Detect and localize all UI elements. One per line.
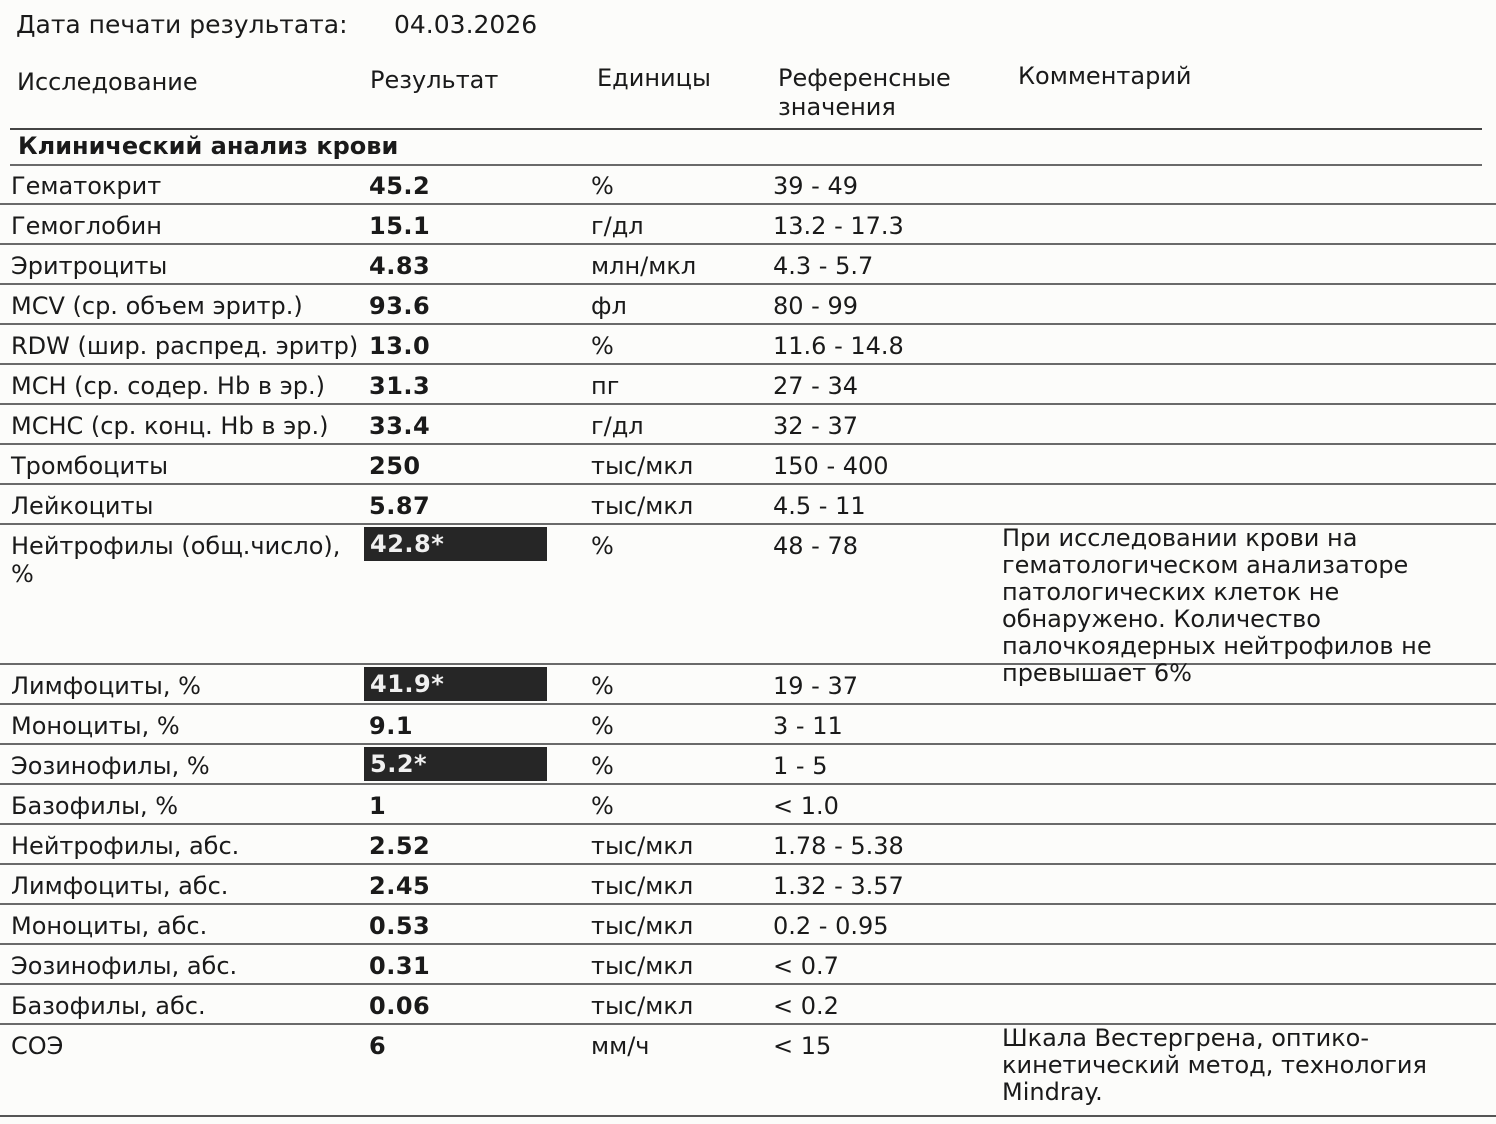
test-name: MCHC (ср. конц. Hb в эр.) <box>11 412 329 440</box>
test-result: 31.3 <box>369 372 431 400</box>
test-name: MCH (ср. содер. Hb в эр.) <box>11 372 326 400</box>
test-result: 6 <box>369 1032 387 1060</box>
test-unit: % <box>591 532 614 560</box>
column-headers <box>0 62 1496 132</box>
column-header-result: Результат <box>370 66 499 94</box>
test-result: 0.06 <box>369 992 431 1020</box>
section-title: Клинический анализ крови <box>18 132 399 160</box>
test-unit: % <box>591 172 614 200</box>
results-table <box>0 165 1496 1117</box>
test-result: 2.45 <box>369 872 431 900</box>
table-row <box>0 785 1496 825</box>
test-name: Нейтрофилы (общ.число), % <box>11 532 341 588</box>
test-name: Базофилы, % <box>11 792 179 820</box>
test-reference-range: < 1.0 <box>773 792 839 820</box>
test-name: СОЭ <box>11 1032 64 1060</box>
table-row <box>0 365 1496 405</box>
test-unit: тыс/мкл <box>591 872 694 900</box>
test-name: Эритроциты <box>11 252 168 280</box>
test-unit: % <box>591 712 614 740</box>
test-unit: тыс/мкл <box>591 492 694 520</box>
test-name: Моноциты, % <box>11 712 180 740</box>
test-result: 93.6 <box>369 292 431 320</box>
test-name: Лейкоциты <box>11 492 154 520</box>
table-row <box>0 485 1496 525</box>
test-result: 33.4 <box>369 412 431 440</box>
test-unit: % <box>591 752 614 780</box>
test-name: Эозинофилы, % <box>11 752 210 780</box>
test-reference-range: 39 - 49 <box>773 172 858 200</box>
test-name: RDW (шир. распред. эритр) <box>11 332 359 360</box>
test-reference-range: 150 - 400 <box>773 452 889 480</box>
print-date-value: 04.03.2026 <box>394 10 538 39</box>
test-unit: тыс/мкл <box>591 832 694 860</box>
test-comment: Шкала Вестергрена, оптико-кинетический метод, технология Mindray. <box>1002 1024 1427 1106</box>
test-reference-range: 3 - 11 <box>773 712 843 740</box>
table-row <box>0 825 1496 865</box>
test-result: 1 <box>369 792 387 820</box>
test-name: Лимфоциты, % <box>11 672 201 700</box>
test-result: 5.87 <box>369 492 431 520</box>
test-name: Гемоглобин <box>11 212 162 240</box>
header-divider <box>10 128 1482 130</box>
test-reference-range: 27 - 34 <box>773 372 858 400</box>
test-reference-range: < 0.7 <box>773 952 839 980</box>
table-row <box>0 1025 1496 1117</box>
test-name: Лимфоциты, абс. <box>11 872 229 900</box>
test-name: Эозинофилы, абс. <box>11 952 238 980</box>
table-row <box>0 865 1496 905</box>
table-row <box>0 745 1496 785</box>
test-result: 9.1 <box>369 712 414 740</box>
table-row <box>0 405 1496 445</box>
table-row <box>0 665 1496 705</box>
test-reference-range: 0.2 - 0.95 <box>773 912 889 940</box>
test-name: Моноциты, абс. <box>11 912 208 940</box>
table-row <box>0 945 1496 985</box>
table-row <box>0 905 1496 945</box>
test-name: Тромбоциты <box>11 452 169 480</box>
test-unit: г/дл <box>591 212 644 240</box>
test-reference-range: 1.78 - 5.38 <box>773 832 904 860</box>
table-row <box>0 245 1496 285</box>
test-unit: фл <box>591 292 627 320</box>
table-row <box>0 705 1496 745</box>
test-unit: тыс/мкл <box>591 912 694 940</box>
table-row <box>0 445 1496 485</box>
test-result: 4.83 <box>369 252 431 280</box>
test-unit: тыс/мкл <box>591 992 694 1020</box>
test-name: Нейтрофилы, абс. <box>11 832 240 860</box>
test-reference-range: 11.6 - 14.8 <box>773 332 904 360</box>
test-reference-range: 1 - 5 <box>773 752 828 780</box>
table-row <box>0 985 1496 1025</box>
test-unit: пг <box>591 372 620 400</box>
test-reference-range: < 15 <box>773 1032 832 1060</box>
column-header-test: Исследование <box>17 68 198 96</box>
test-result: 15.1 <box>369 212 431 240</box>
test-reference-range: 19 - 37 <box>773 672 858 700</box>
test-result: 250 <box>369 452 421 480</box>
test-unit: г/дл <box>591 412 644 440</box>
test-reference-range: < 0.2 <box>773 992 839 1020</box>
test-result: 13.0 <box>369 332 431 360</box>
test-reference-range: 4.5 - 11 <box>773 492 866 520</box>
test-reference-range: 32 - 37 <box>773 412 858 440</box>
test-unit: % <box>591 792 614 820</box>
table-row <box>0 325 1496 365</box>
print-date-label: Дата печати результата: <box>16 10 348 39</box>
test-name: Гематокрит <box>11 172 162 200</box>
test-unit: тыс/мкл <box>591 452 694 480</box>
print-date-line <box>16 10 538 39</box>
test-unit: % <box>591 332 614 360</box>
test-result: 0.53 <box>369 912 431 940</box>
test-reference-range: 1.32 - 3.57 <box>773 872 904 900</box>
test-result: 45.2 <box>369 172 431 200</box>
column-header-reference-line1: Референсные <box>778 64 951 92</box>
test-result: 2.52 <box>369 832 431 860</box>
column-header-comment: Комментарий <box>1018 62 1192 90</box>
test-reference-range: 13.2 - 17.3 <box>773 212 904 240</box>
test-reference-range: 4.3 - 5.7 <box>773 252 874 280</box>
test-reference-range: 80 - 99 <box>773 292 858 320</box>
test-reference-range: 48 - 78 <box>773 532 858 560</box>
test-result-flagged: 5.2* <box>364 747 547 781</box>
test-name: MCV (ср. объем эритр.) <box>11 292 303 320</box>
test-unit: % <box>591 672 614 700</box>
test-unit: млн/мкл <box>591 252 697 280</box>
test-unit: мм/ч <box>591 1032 650 1060</box>
table-row <box>0 285 1496 325</box>
test-result: 0.31 <box>369 952 431 980</box>
column-header-reference-line2: значения <box>778 93 896 121</box>
column-header-units: Единицы <box>597 64 711 92</box>
table-row <box>0 205 1496 245</box>
test-comment: При исследовании крови на гематологическом анализаторе патологических клеток не обнаружено. Количество палочкоядерных нейтрофилов не превышает 6% <box>1002 524 1432 687</box>
table-row <box>0 165 1496 205</box>
test-result-flagged: 42.8* <box>364 527 547 561</box>
test-unit: тыс/мкл <box>591 952 694 980</box>
test-name: Базофилы, абс. <box>11 992 206 1020</box>
test-result-flagged: 41.9* <box>364 667 547 701</box>
